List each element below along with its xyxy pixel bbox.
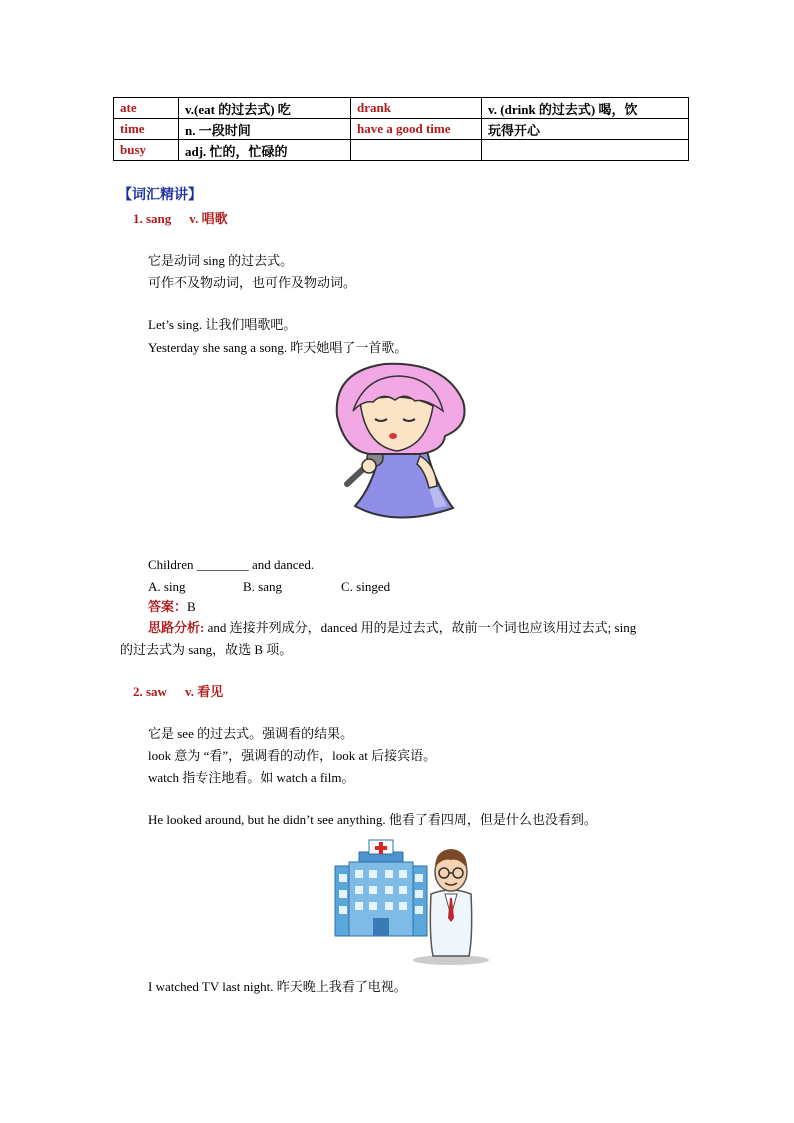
item2-heading-definition: v. 看见 bbox=[184, 684, 224, 699]
vocab-definition: 玩得开心 bbox=[482, 119, 689, 140]
item1-heading-word: 1. sang bbox=[133, 211, 172, 226]
vocab-definition: n. 一段时间 bbox=[179, 119, 351, 140]
vocab-definition: v. (drink 的过去式) 喝，饮 bbox=[482, 98, 689, 119]
vocab-word: busy bbox=[114, 140, 179, 161]
vocab-word: ate bbox=[114, 98, 179, 119]
item1-explanation-1: 它是动词 sing 的过去式。 bbox=[148, 253, 294, 268]
analysis-line-1 bbox=[148, 619, 636, 637]
option-b: B. sang bbox=[243, 579, 282, 594]
vocab-word: drank bbox=[351, 98, 482, 119]
item2-example-1: He looked around, but he didn’t see anything. 他看了看四周，但是什么也没看到。 bbox=[148, 812, 597, 827]
singing-girl-illustration bbox=[325, 356, 470, 531]
item1-example-1: Let’s sing. 让我们唱歌吧。 bbox=[148, 317, 297, 332]
option-c: C. singed bbox=[341, 579, 391, 594]
vocab-table bbox=[113, 97, 689, 161]
item1-heading-definition: v. 唱歌 bbox=[189, 211, 228, 226]
item1-example-2: Yesterday she sang a song. 昨天她唱了一首歌。 bbox=[148, 340, 408, 355]
hospital-doctor-illustration bbox=[333, 836, 493, 968]
item2-explanation-1: 它是 see 的过去式。强调看的结果。 bbox=[148, 726, 354, 741]
analysis-text: and 连接并列成分，danced 用的是过去式，故前一个词也应该用过去式; sing bbox=[204, 620, 637, 635]
table-row bbox=[114, 98, 689, 119]
item2-example-2: I watched TV last night. 昨天晚上我看了电视。 bbox=[148, 979, 407, 994]
item1-heading bbox=[133, 210, 228, 228]
answer-line bbox=[148, 598, 196, 616]
vocab-definition: v.(eat 的过去式) 吃 bbox=[179, 98, 351, 119]
item1-explanation-2: 可作不及物动词，也可作及物动词。 bbox=[148, 275, 357, 290]
option-a: A. sing bbox=[148, 579, 186, 594]
table-row bbox=[114, 119, 689, 140]
analysis-line-2: 的过去式为 sang，故选 B 项。 bbox=[120, 642, 293, 657]
vocab-word: time bbox=[114, 119, 179, 140]
vocab-definition bbox=[482, 140, 689, 161]
item2-heading bbox=[133, 683, 223, 701]
vocab-definition: adj. 忙的，忙碌的 bbox=[179, 140, 351, 161]
answer-label: 答案： bbox=[148, 599, 188, 614]
answer-value: B bbox=[187, 599, 196, 614]
section-title: 【词汇精讲】 bbox=[118, 188, 202, 203]
practice-question: Children ________ and danced. bbox=[148, 557, 315, 572]
vocab-word bbox=[351, 140, 482, 161]
item2-explanation-2: look 意为 “看”，强调看的动作，look at 后接宾语。 bbox=[148, 748, 437, 763]
item2-explanation-3: watch 指专注地看。如 watch a film。 bbox=[148, 770, 355, 785]
analysis-label: 思路分析: bbox=[148, 620, 205, 635]
vocab-word: have a good time bbox=[351, 119, 482, 140]
table-row bbox=[114, 140, 689, 161]
item2-heading-word: 2. saw bbox=[133, 684, 167, 699]
